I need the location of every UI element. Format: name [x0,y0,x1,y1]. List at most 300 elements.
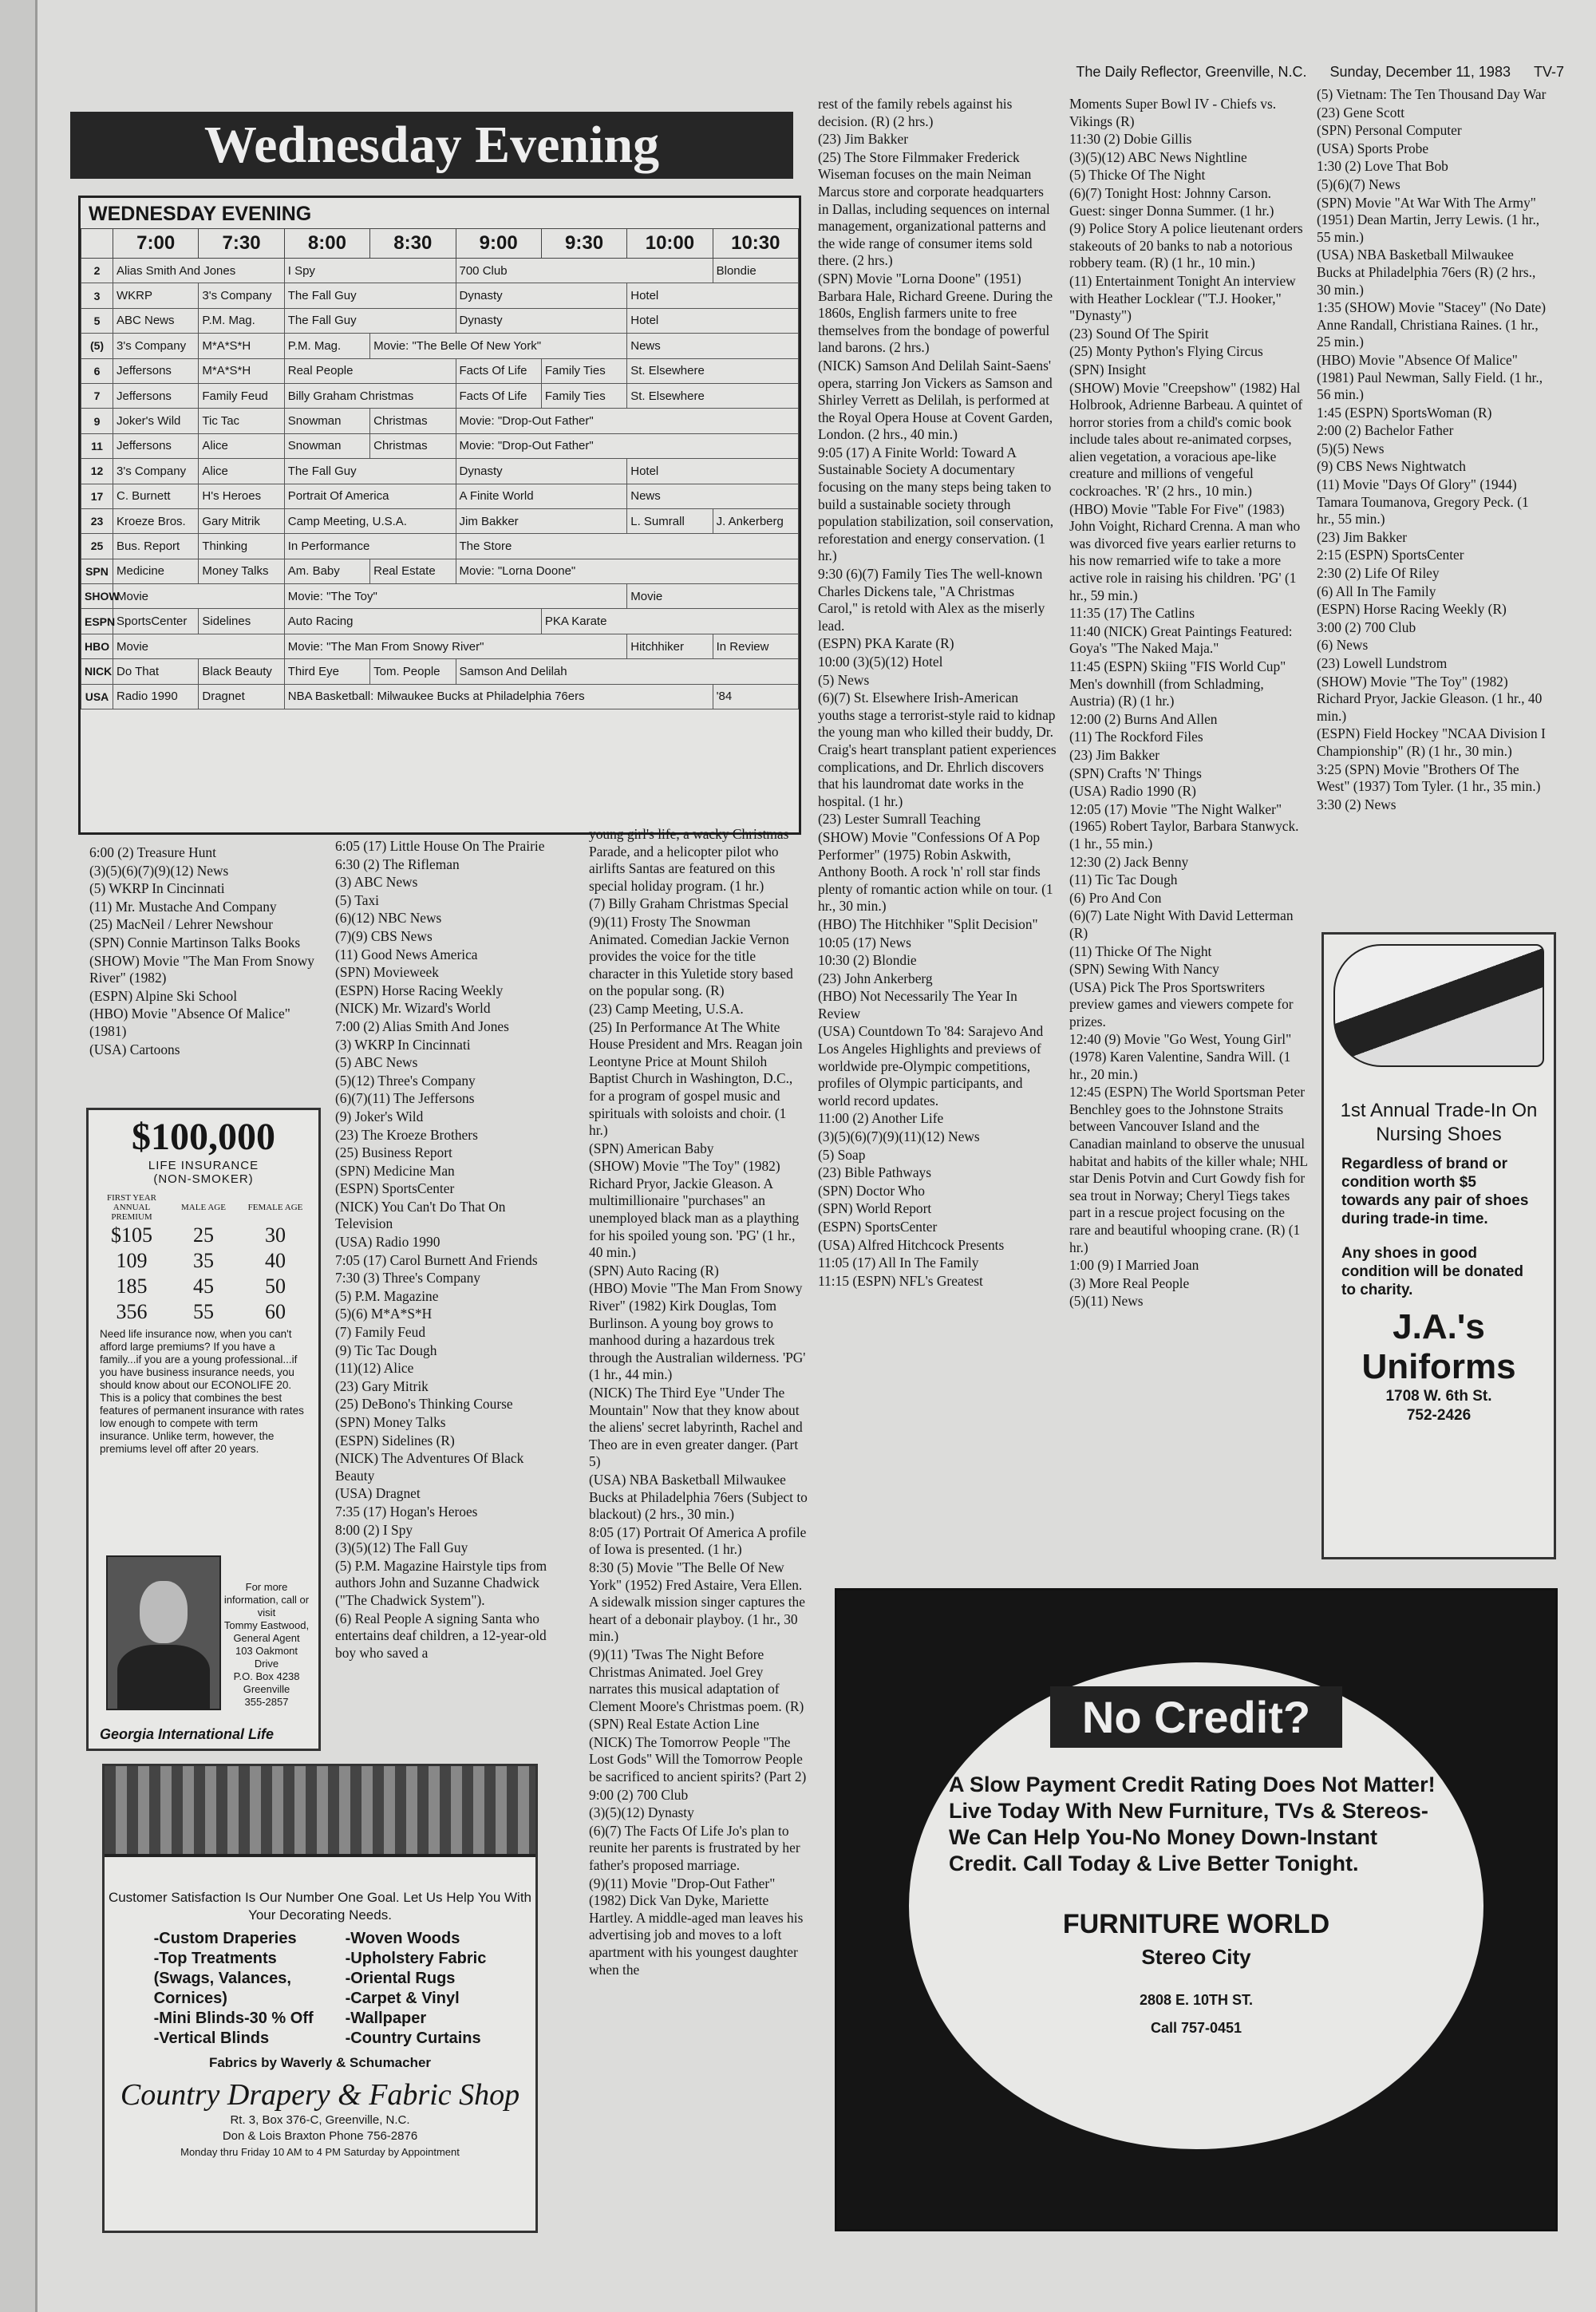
premium-cell: 60 [265,1300,286,1323]
listing-entry: (7) Family Feud [335,1324,426,1341]
program-cell: Hotel [627,283,799,308]
listing-entry: rest of the family rebels against his decision. (R) (2 hrs.) [818,96,1013,129]
program-cell: The Store [456,534,799,559]
premium-cell: 45 [193,1275,214,1298]
listing-entry: 6:00 (2) Treasure Hunt [89,844,216,860]
listing-entry: (23) Gary Mitrik [335,1377,429,1394]
program-cell: Facts Of Life [456,383,541,408]
channel-number: HBO [81,634,113,658]
program-cell: Movie: "The Man From Snowy River" [284,634,627,658]
listing-entry: (5) Thicke Of The Night [1069,167,1206,184]
drapery-tagline: Customer Satisfaction Is Our Number One Goal. Let Us Help You With Your Decorating Needs. [108,1890,532,1923]
agent-line: P.O. Box 4238 [233,1670,300,1682]
drapery-service-item: -Mini Blinds-30 % Off [153,2010,314,2027]
listing-entry: (3) ABC News [335,874,418,891]
insurance-subtitle: LIFE INSURANCE [148,1159,259,1172]
program-cell: A Finite World [456,484,627,508]
listing-entry: (3)(5)(6)(7)(9)(11)(12) News [818,1128,980,1145]
listing-column-1 [89,844,321,1059]
listing-entry: (SHOW) Movie "The Toy" (1982) Richard Pryor, Jackie Gleason. A multimillionaire "purchases" an unemployed black man as a plaything for his spoiled young son. 'PG' (1 hr., 40 min.) [589,1158,800,1261]
listing-entry: (25) DeBono's Thinking Course [335,1396,513,1413]
listing-entry: 3:30 (2) News [1317,796,1396,812]
program-cell: Am. Baby [284,559,369,583]
listing-entry: (NICK) Mr. Wizard's World [335,1000,491,1017]
listing-entry: (3) WKRP In Cincinnati [335,1036,471,1053]
listing-entry: (NICK) The Adventures Of Black Beauty [335,1450,524,1484]
listing-entry: (23) The Kroeze Brothers [335,1126,478,1143]
listing-entry: (11) The Rockford Files [1069,729,1203,745]
channel-number: 12 [81,459,113,484]
listing-entry: young girl's life, a wacky Christmas Parade, and a helicopter pilot who airlifts Santas are featured on this special holiday program. (1 hr.) [589,826,789,894]
nursing-shoe-icon [1333,944,1544,1067]
page-header [1057,64,1564,81]
schedule-row [81,684,799,709]
time-slot-header: 8:30 [370,229,456,259]
listing-entry: (HBO) Movie "The Man From Snowy River" (1982) Kirk Douglas, Tom Burlinson. A young boy grows to manhood during a hazardous trek through the Australian wilderness. 'PG' (1 hr., 44 min.) [589,1280,806,1383]
time-slot-header: 8:00 [284,229,369,259]
time-header-row [81,229,799,259]
channel-number: ESPN [81,609,113,634]
listing-entry: 11:35 (17) The Catlins [1069,605,1195,622]
drapery-service-item: (Swags, Valances, [153,1970,291,1987]
paper-name: The Daily Reflector, Greenville, N.C. [1076,64,1307,80]
listing-entry: (9) Joker's Wild [335,1108,424,1124]
channel-number: SPN [81,559,113,583]
program-cell: Family Ties [541,383,626,408]
listing-entry: (9) Tic Tac Dough [335,1342,437,1358]
listing-entry: (ESPN) Alpine Ski School [89,987,238,1004]
listing-entry: 7:35 (17) Hogan's Heroes [335,1503,478,1520]
program-cell: Movie: "Drop-Out Father" [456,433,799,458]
agent-line: General Agent [233,1632,300,1644]
listing-entry: (USA) NBA Basketball Milwaukee Bucks at Philadelphia 76ers (Subject to blackout) (2 hrs., 30 min.) [589,1471,808,1523]
program-cell: PKA Karate [541,609,798,634]
program-cell: Movie [113,634,285,658]
program-cell: Gary Mitrik [199,508,284,533]
program-cell: Alice [199,459,284,484]
schedule-row [81,559,799,583]
listing-entry: (9)(11) Frosty The Snowman Animated. Comedian Jackie Vernon provides the voice for the title character in this Yuletide story based on the popular song. (R) [589,913,793,999]
program-cell: Tom. People [370,659,456,684]
listing-entry: (11) Tic Tac Dough [1069,871,1178,888]
listing-entry: (11)(12) Alice [335,1360,414,1377]
drapery-owners: Don & Lois Braxton Phone 756-2876 [222,2129,418,2143]
listing-entry: (6) Pro And Con [1069,889,1162,906]
channel-number: NICK [81,659,113,684]
listing-entry: 9:00 (2) 700 Club [589,1786,689,1803]
listing-entry: (SPN) Doctor Who [818,1182,925,1199]
schedule-row [81,433,799,458]
listing-entry: Moments Super Bowl IV - Chiefs vs. Vikings (R) [1069,96,1277,129]
listing-entry: (3)(5)(6)(7)(9)(12) News [89,862,229,879]
insurance-subtitle-2: (NON-SMOKER) [153,1172,254,1186]
listing-entry: (25) Business Report [335,1144,452,1161]
program-cell: Movie: "The Belle Of New York" [370,334,627,358]
drapery-address: Rt. 3, Box 376-C, Greenville, N.C. [230,2113,410,2127]
time-slot-header: 7:30 [199,229,284,259]
program-cell: L. Sumrall [627,508,713,533]
listing-entry: 11:05 (17) All In The Family [818,1255,979,1271]
listing-entry: 8:30 (5) Movie "The Belle Of New York" (1952) Fred Astaire, Vera Ellen. A sidewalk mission singer captures the heart of a debonair playboy. (1 hr., 30 min.) [589,1559,805,1645]
shoe-ad-text-2: Any shoes in good condition will be donated to charity. [1341,1245,1523,1298]
insurance-text: Need life insurance now, when you can't afford large premiums? If you have a family...if you are a young professional...if you have business insurance needs, you should know about our ECONOLIFE 20. This is a policy that combines the best features of permanent insurance with rates low enough to compete with term insurance. Unlike term, however, the premiums level off after 20 years. [100,1328,304,1455]
agent-line: 355-2857 [244,1696,289,1708]
credit-ad-title: No Credit? [1050,1686,1342,1748]
agent-photo [106,1555,221,1710]
program-cell: C. Burnett [113,484,199,508]
program-cell: P.M. Mag. [284,334,369,358]
shoe-ad-text-1: Regardless of brand or condition worth $5 towards any pair of shoes during trade-in time. [1341,1156,1529,1227]
issue-date: Sunday, December 11, 1983 [1329,64,1511,80]
agent-line: Tommy Eastwood, [223,1619,310,1631]
listing-entry: (USA) Cartoons [89,1041,180,1057]
listing-entry: (5) News [818,671,870,688]
drapery-shop-name: Country Drapery & Fabric Shop [120,2078,520,2112]
program-cell: Jeffersons [113,358,199,383]
channel-number: 5 [81,308,113,333]
program-cell: NBA Basketball: Milwaukee Bucks at Philadelphia 76ers [284,684,713,709]
listing-entry: 2:30 (2) Life Of Riley [1317,565,1440,582]
shoe-store-name-2: Uniforms [1361,1347,1516,1386]
listing-entry: 11:00 (2) Another Life [818,1110,944,1127]
program-cell: Alias Smith And Jones [113,259,285,283]
drapery-curtain [105,1766,535,1857]
program-cell: Movie: "The Toy" [284,584,627,609]
drapery-service-item: -Carpet & Vinyl [345,1990,460,2007]
drapery-service-item: -Woven Woods [345,1930,460,1947]
listing-entry: (SHOW) Movie "Confessions Of A Pop Performer" (1975) Robin Askwith, Anthony Booth. A rock 'n' roll star finds plenty of romantic action while on tour. (1 hr., 30 min.) [818,828,1053,915]
listing-entry: (ESPN) Field Hockey "NCAA Division I Championship" (R) (1 hr., 30 min.) [1317,725,1546,759]
listing-entry: (USA) Alfred Hitchcock Presents [818,1236,1005,1253]
program-cell: In Review [713,634,798,658]
program-cell: Hotel [627,308,799,333]
drapery-hours: Monday thru Friday 10 AM to 4 PM Saturday by Appointment [180,2146,460,2158]
listing-entry: (SPN) Money Talks [335,1414,446,1430]
program-cell: Alice [199,433,284,458]
listing-entry: 9:05 (17) A Finite World: Toward A Sustainable Society A documentary focusing on the many steps being taken to build a sustainable society through population stabilization, soil conservation, reforestation and energy conservation. (1 hr.) [818,444,1054,564]
listing-entry: 1:35 (SHOW) Movie "Stacey" (No Date) Anne Randall, Christiana Raines. (1 hr., 25 min.) [1317,299,1547,350]
listing-entry: (11) Entertainment Tonight An interview with Heather Locklear ("T.J. Hooker," "Dynasty") [1069,272,1296,324]
listing-entry: (9)(11) 'Twas The Night Before Christmas Animated. Joel Grey narrates this musical adaptation of Clement Moore's Christmas poem. (R) [589,1646,804,1714]
listing-entry: (23) Gene Scott [1317,104,1405,121]
drapery-services [105,1929,535,2049]
agent-face [140,1581,188,1643]
premium-cell: 25 [193,1223,214,1247]
listing-entry: (USA) Radio 1990 (R) [1069,783,1196,800]
program-cell: WKRP [113,283,199,308]
page-number: TV-7 [1533,64,1564,80]
listing-entry: (ESPN) Horse Racing Weekly [335,982,504,998]
listing-column-4 [818,96,1057,1290]
channel-number: 17 [81,484,113,508]
program-cell: M*A*S*H [199,358,284,383]
premium-header: FIRST YEAR ANNUAL PREMIUM [106,1193,157,1222]
listing-entry: (9)(11) Movie "Drop-Out Father" (1982) Dick Van Dyke, Mariette Hartley. A middle-aged man leaves his advertising job and moves to a loft apartment with his youngest daughter when the [589,1875,804,1978]
listing-entry: (6) All In The Family [1317,583,1436,599]
time-slot-header: 10:00 [627,229,713,259]
channel-number: 11 [81,433,113,458]
program-cell: Billy Graham Christmas [284,383,456,408]
program-cell: Sidelines [199,609,284,634]
listing-column-3 [589,826,808,1979]
program-cell: P.M. Mag. [199,308,284,333]
program-cell: In Performance [284,534,456,559]
listing-entry: (6)(7) Tonight Host: Johnny Carson. Guest: singer Donna Summer. (1 hr.) [1069,184,1274,219]
program-cell: I Spy [284,259,456,283]
program-cell: Dynasty [456,283,627,308]
program-cell: Real People [284,358,456,383]
listing-entry: (23) Lowell Lundstrom [1317,655,1448,671]
listing-entry: 1:00 (9) I Married Joan [1069,1257,1199,1274]
listing-entry: (SPN) Crafts 'N' Things [1069,765,1202,781]
listing-entry: (6)(7) St. Elsewhere Irish-American youths stage a terrorist-style raid to kidnap the young man who killed their buddy, Dr. Craig's heart transplant patient experiences complications, and Dr. Ehrlich discovers that his laundromat date works in the hospital. (1 hr.) [818,690,1057,809]
drapery-service-item: -Wallpaper [345,2010,427,2027]
listing-entry: (25) MacNeil / Lehrer Newshour [89,916,273,933]
listing-entry: 7:30 (3) Three's Company [335,1270,480,1286]
listing-entry: (25) The Store Filmmaker Frederick Wiseman focuses on the main Neiman Marcus store and corporate headquarters in Dallas, including sequences on internal management, organizational patterns and the wide range of consumer items sold there. (2 hrs.) [818,148,1050,269]
insurance-company: Georgia International Life [100,1726,275,1742]
program-cell: H's Heroes [199,484,284,508]
listing-entry: (ESPN) Sidelines (R) [335,1432,455,1448]
listing-entry: (SPN) Medicine Man [335,1162,455,1179]
listing-entry: (5)(12) Three's Company [335,1072,476,1089]
listing-entry: (7) Billy Graham Christmas Special [589,895,789,912]
listing-entry: 10:00 (3)(5)(12) Hotel [818,654,943,670]
program-cell: The Fall Guy [284,459,456,484]
listing-entry: (NICK) The Third Eye "Under The Mountain" Now that they know about the aliens' secret labyrinth, Rachel and Theo are in even greater danger. (Part 5) [589,1385,803,1470]
credit-ad-phone: Call 757-0451 [1150,2020,1242,2036]
page-gutter [0,0,38,2312]
listing-entry: (USA) Radio 1990 [335,1234,440,1251]
program-cell: St. Elsewhere [627,383,799,408]
listing-entry: (23) Jim Bakker [818,131,909,148]
listing-entry: (ESPN) SportsCenter [335,1180,455,1197]
listing-entry: (11) Mr. Mustache And Company [89,898,277,915]
program-cell: Kroeze Bros. [113,508,199,533]
listing-entry: (5) Soap [818,1146,866,1163]
listing-entry: (6)(7) Late Night With David Letterman (R) [1069,907,1294,941]
program-cell: News [627,484,799,508]
listing-entry: (5) WKRP In Cincinnati [89,880,225,897]
listing-entry: (5) Taxi [335,891,379,908]
shoe-store-phone: 752-2426 [1406,1407,1472,1424]
program-cell: Christmas [370,433,456,458]
program-cell: Hotel [627,459,799,484]
program-cell: The Fall Guy [284,283,456,308]
listing-column-5 [1069,96,1309,1311]
listing-entry: (3) More Real People [1069,1275,1190,1291]
listing-entry: (SPN) Movie "Lorna Doone" (1951) Barbara Hale, Richard Greene. During the 1860s, English farmers unite to free themselves from the bondage of powerful land barons. (2 hrs.) [818,270,1053,356]
schedule-row [81,334,799,358]
listing-entry: 11:40 (NICK) Great Paintings Featured: Goya's "The Naked Maja." [1069,622,1293,657]
time-slot-header: 7:00 [113,229,199,259]
premium-cell: 109 [116,1249,148,1272]
listing-entry: (6) Real People A signing Santa who entertains deaf children, a 12-year-old boy who saved a [335,1610,547,1661]
program-cell: 3's Company [113,459,199,484]
premium-header: MALE AGE [181,1203,226,1212]
drapery-service-item: Cornices) [153,1990,227,2007]
listing-entry: 12:30 (2) Jack Benny [1069,853,1189,870]
program-cell: Movie: "Lorna Doone" [456,559,799,583]
program-cell: SportsCenter [113,609,199,634]
listing-entry: (7)(9) CBS News [335,927,433,944]
drapery-service-item: -Vertical Blinds [153,2029,270,2047]
credit-ad-brand-2: Stereo City [1141,1945,1251,1969]
shoe-store-address: 1708 W. 6th St. [1385,1388,1492,1405]
program-cell: Do That [113,659,199,684]
listing-entry: (9) Police Story A police lieutenant orders stakeouts of 20 banks to nab a notorious robbery team. (R) (1 hr., 10 min.) [1069,220,1303,271]
premium-row [96,1248,311,1274]
program-cell: Dynasty [456,308,627,333]
program-cell: Blondie [713,259,798,283]
program-cell: Snowman [284,433,369,458]
time-slot-header: 10:30 [713,229,798,259]
listing-entry: (SPN) Real Estate Action Line [589,1716,760,1733]
listing-entry: (5)(6)(7) News [1317,176,1400,192]
program-cell: Movie [627,584,799,609]
section-banner: Wednesday Evening [70,112,793,179]
channel-number: 2 [81,259,113,283]
schedule-row [81,534,799,559]
listing-entry: 11:15 (ESPN) NFL's Greatest [818,1272,983,1289]
premium-table [96,1192,311,1325]
listing-entry: (USA) Dragnet [335,1485,421,1502]
program-cell: Money Talks [199,559,284,583]
listing-entry: 3:00 (2) 700 Club [1317,619,1416,635]
program-cell: Portrait Of America [284,484,456,508]
program-cell: ABC News [113,308,199,333]
program-cell: Jeffersons [113,433,199,458]
agent-info [223,1581,310,1709]
channel-number: 3 [81,283,113,308]
program-cell: '84 [713,684,798,709]
agent-line: 103 Oakmont Drive [235,1645,298,1670]
listing-entry: (USA) NBA Basketball Milwaukee Bucks at Philadelphia 76ers (R) (2 hrs., 30 min.) [1317,247,1536,298]
schedule-grid [78,196,801,835]
listing-entry: (3)(5)(12) ABC News Nightline [1069,148,1247,165]
listing-entry: 9:30 (6)(7) Family Ties The well-known Charles Dickens tale, "A Christmas Carol," is retold with Alex as the miserly lead. [818,566,1045,634]
premium-row [96,1274,311,1299]
listing-column-6 [1317,86,1548,814]
listing-entry: (SPN) American Baby [589,1140,714,1156]
listing-entry: 12:40 (9) Movie "Go West, Young Girl" (1978) Karen Valentine, Sandra Will. (1 hr., 20 min.) [1069,1031,1292,1082]
listing-entry: (SPN) Connie Martinson Talks Books [89,934,301,950]
listing-entry: (6) News [1317,637,1369,654]
premium-row [96,1299,311,1325]
time-slot-header: 9:30 [541,229,626,259]
grid-title: WEDNESDAY EVENING [89,203,312,225]
listing-entry: (HBO) Movie "Absence Of Malice" (1981) Paul Newman, Sally Field. (1 hr., 56 min.) [1317,351,1543,403]
listing-entry: (11) Good News America [335,946,478,962]
listing-entry: (SHOW) Movie "The Man From Snowy River" (1982) [89,952,314,986]
listing-entry: 11:45 (ESPN) Skiing "FIS World Cup" Men's downhill (from Schladming, Austria) (R) (1 hr.) [1069,658,1286,709]
listing-entry: (SPN) Movie "At War With The Army" (1951) Dean Martin, Jerry Lewis. (1 hr., 55 min.) [1317,194,1540,245]
program-cell: Black Beauty [199,659,284,684]
channel-number: 6 [81,358,113,383]
premium-header-row [96,1192,311,1223]
listing-entry: (SPN) Sewing With Nancy [1069,961,1219,978]
listing-entry: (SPN) Personal Computer [1317,122,1462,139]
program-cell: 700 Club [456,259,713,283]
listing-entry: (6)(7) The Facts Of Life Jo's plan to reunite her parents is frustrated by her father's proposed marriage. [589,1822,800,1874]
credit-ad [835,1588,1558,2231]
listing-entry: (23) Jim Bakker [1317,528,1408,545]
listing-entry: (5) P.M. Magazine [335,1287,439,1304]
listing-entry: 2:15 (ESPN) SportsCenter [1317,547,1464,563]
agent-suit [117,1645,210,1709]
listing-entry: 12:00 (2) Burns And Allen [1069,710,1218,727]
insurance-ad [86,1108,321,1751]
schedule-row [81,484,799,508]
listing-entry: (3)(5)(12) The Fall Guy [335,1539,468,1556]
program-cell: Thinking [199,534,284,559]
program-cell: Jeffersons [113,383,199,408]
channel-number: (5) [81,334,113,358]
listing-entry: (HBO) Not Necessarily The Year In Review [818,988,1017,1022]
premium-cell: 35 [193,1249,214,1272]
schedule-row [81,659,799,684]
listing-entry: 1:45 (ESPN) SportsWoman (R) [1317,404,1492,421]
program-cell: Joker's Wild [113,409,199,433]
listing-entry: (25) In Performance At The White House President and Mrs. Reagan join Leontyne Price at Mount Shiloh Baptist Church in Washington, D.C., for a program of gospel music and spirituals with soloists and choir. (1 hr.) [589,1018,803,1139]
program-cell: Radio 1990 [113,684,199,709]
drapery-service-item: -Custom Draperies [153,1930,297,1947]
program-cell: Movie [113,584,285,609]
program-cell: Family Feud [199,383,284,408]
program-cell: Hitchhiker [627,634,713,658]
listing-column-2 [335,838,559,1662]
drapery-services-left [154,1929,314,2049]
program-cell: News [627,334,799,358]
listing-entry: (SPN) Auto Racing (R) [589,1262,719,1279]
listing-entry: (HBO) Movie "Absence Of Malice" (1981) [89,1006,290,1039]
schedule-row [81,409,799,433]
agent-line: For more information, call or visit [223,1581,310,1618]
listing-entry: (ESPN) PKA Karate (R) [818,635,954,652]
listing-entry: (5)(5) News [1317,440,1385,456]
listing-entry: (3)(5)(12) Dynasty [589,1804,694,1821]
channel-number: 25 [81,534,113,559]
listing-entry: (9) CBS News Nightwatch [1317,458,1466,475]
listing-entry: (SHOW) Movie "The Toy" (1982) Richard Pryor, Jackie Gleason. (1 hr., 40 min.) [1317,673,1543,724]
channel-number: 7 [81,383,113,408]
listing-entry: 8:00 (2) I Spy [335,1521,413,1538]
schedule-body [81,259,799,709]
program-cell: J. Ankerberg [713,508,798,533]
listing-entry: (USA) Countdown To '84: Sarajevo And Los Angeles Highlights and previews of worldwide pre-Olympic competitions, profiles of Olympic participants, and world record updates. [818,1023,1044,1109]
listing-entry: (NICK) You Can't Do That On Television [335,1198,506,1232]
listing-entry: (25) Monty Python's Flying Circus [1069,343,1263,360]
program-cell: Camp Meeting, U.S.A. [284,508,456,533]
premium-cell: 356 [116,1300,148,1323]
listing-entry: 7:00 (2) Alias Smith And Jones [335,1018,509,1034]
program-cell: Movie: "Drop-Out Father" [456,409,799,433]
listing-entry: 2:00 (2) Bachelor Father [1317,422,1454,439]
agent-line: Greenville [243,1683,290,1695]
schedule-row [81,308,799,333]
listing-entry: (5)(11) News [1069,1293,1144,1310]
schedule-row [81,459,799,484]
drapery-ad [102,1764,538,2233]
credit-ad-message: A Slow Payment Credit Rating Does Not Matter! Live Today With New Furniture, TVs & Stereos-We Can Help You-No Money Down-Instant Credit. Call Today & Live Better Tonight. [949,1773,1436,1875]
program-cell: M*A*S*H [199,334,284,358]
program-cell: Bus. Report [113,534,199,559]
schedule-row [81,358,799,383]
program-cell: Medicine [113,559,199,583]
shoe-ad-title: 1st Annual Trade-In On Nursing Shoes [1340,1100,1538,1145]
listing-entry: (NICK) The Tomorrow People "The Lost Gods" Will the Tomorrow People be sacrificed to ancient spirits? (Part 2) [589,1733,807,1785]
listing-entry: 7:05 (17) Carol Burnett And Friends [335,1251,538,1268]
